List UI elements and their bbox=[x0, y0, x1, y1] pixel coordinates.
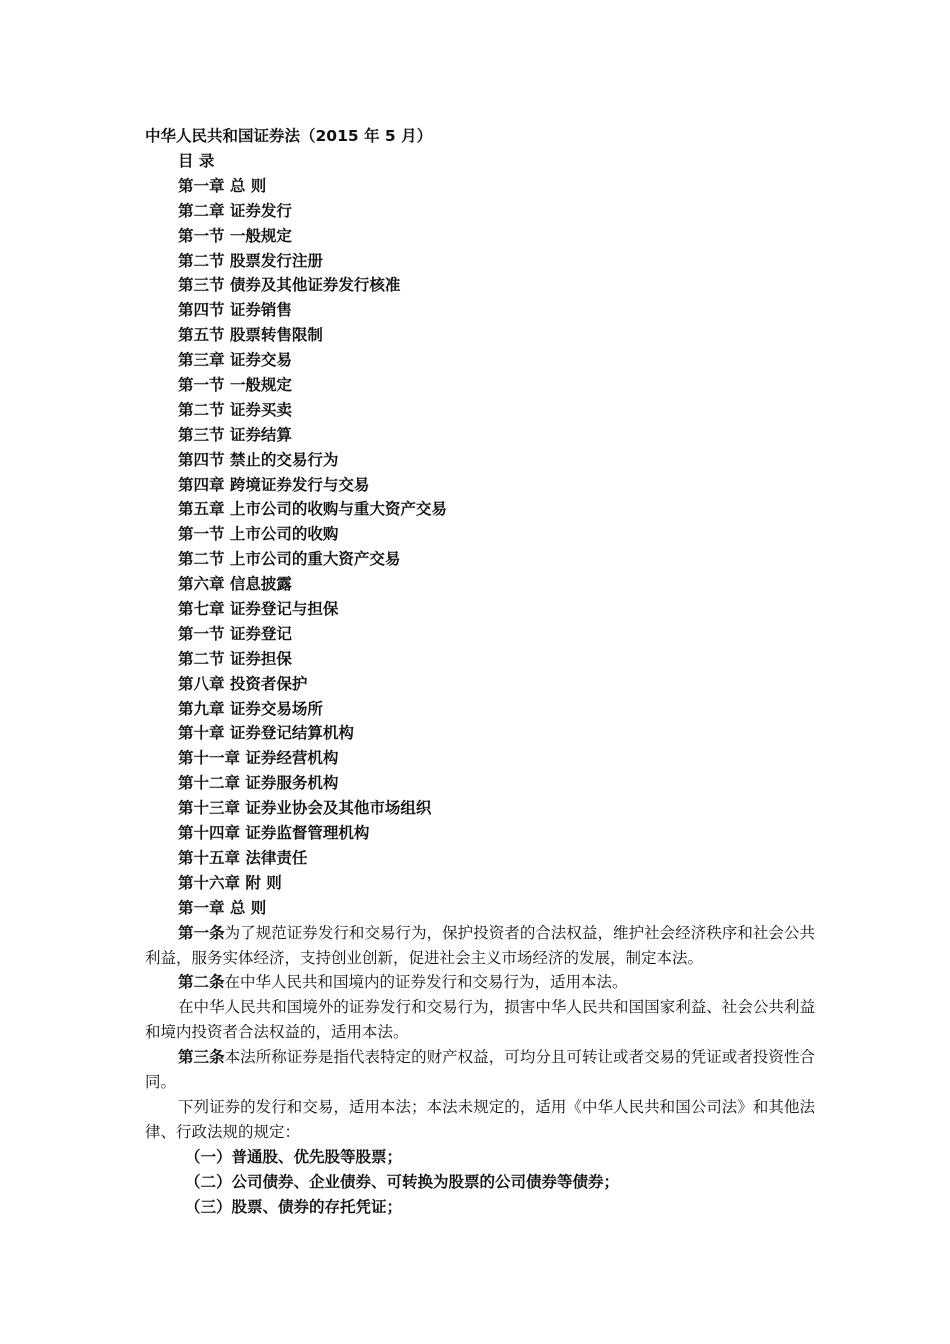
toc-entry: 第十三章 证券业协会及其他市场组织 bbox=[178, 799, 432, 818]
toc-entry: 第八章 投资者保护 bbox=[178, 674, 308, 693]
toc-entry: 第一节 上市公司的收购 bbox=[178, 525, 339, 544]
toc-entry: 第五节 股票转售限制 bbox=[178, 326, 323, 345]
list-item: （二）公司债券、企业债券、可转换为股票的公司债券等债券； bbox=[185, 1172, 620, 1191]
article-paragraph bbox=[145, 970, 815, 995]
article-number: 第一条 bbox=[178, 923, 225, 942]
document-page bbox=[145, 124, 815, 1219]
body-text bbox=[145, 921, 815, 1145]
toc-entry: 第六章 信息披露 bbox=[178, 575, 292, 594]
toc-entry: 第一节 一般规定 bbox=[178, 376, 292, 395]
toc-entry: 第三节 债券及其他证券发行核准 bbox=[178, 276, 401, 295]
security-type-list bbox=[145, 1145, 815, 1220]
toc-entry: 第一章 总 则 bbox=[178, 176, 267, 195]
toc-entry: 第一节 证券登记 bbox=[178, 624, 292, 643]
article-text: 为了规范证券发行和交易行为，保护投资者的合法权益，维护社会经济秩序和社会公共利益，服务实体经济，支持创业创新，促进社会主义市场经济的发展，制定本法。 bbox=[145, 923, 815, 967]
toc-entry: 第二节 证券担保 bbox=[178, 649, 292, 668]
toc-entry: 第十五章 法律责任 bbox=[178, 848, 308, 867]
article-text: 下列证券的发行和交易，适用本法；本法未规定的，适用《中华人民共和国公司法》和其他法律、行政法规的规定： bbox=[145, 1097, 815, 1141]
toc-entry: 第十六章 附 则 bbox=[178, 873, 282, 892]
toc-entry: 第二章 证券发行 bbox=[178, 201, 292, 220]
chapter-heading: 第一章 总 则 bbox=[178, 898, 267, 917]
article-number: 第三条 bbox=[178, 1048, 225, 1067]
article-text: 在中华人民共和国境内的证券发行和交易行为，适用本法。 bbox=[224, 973, 628, 992]
toc-entry: 第十四章 证券监督管理机构 bbox=[178, 824, 370, 843]
article-paragraph bbox=[145, 1045, 815, 1095]
toc-heading: 目 录 bbox=[178, 152, 215, 170]
article-paragraph bbox=[145, 995, 815, 1045]
toc-entry: 第十二章 证券服务机构 bbox=[178, 774, 339, 793]
toc-entry: 第二节 股票发行注册 bbox=[178, 251, 323, 270]
toc-entry: 第七章 证券登记与担保 bbox=[178, 600, 339, 619]
toc-entry: 第四节 证券销售 bbox=[178, 301, 292, 320]
list-item: （三）股票、债券的存托凭证； bbox=[185, 1197, 403, 1216]
toc-entry: 第四章 跨境证券发行与交易 bbox=[178, 475, 370, 494]
article-text: 在中华人民共和国境外的证券发行和交易行为，损害中华人民共和国国家利益、社会公共利益和境内投资者合法权益的，适用本法。 bbox=[145, 998, 815, 1042]
list-item: （一）普通股、优先股等股票； bbox=[185, 1147, 403, 1166]
document-title: 中华人民共和国证券法（2015 年 5 月） bbox=[145, 127, 433, 145]
toc-entry: 第一节 一般规定 bbox=[178, 226, 292, 245]
toc-entry: 第十一章 证券经营机构 bbox=[178, 749, 339, 768]
toc-entry: 第三章 证券交易 bbox=[178, 351, 292, 370]
toc-entry: 第三节 证券结算 bbox=[178, 425, 292, 444]
article-text: 本法所称证券是指代表特定的财产权益，可均分且可转让或者交易的凭证或者投资性合同。 bbox=[145, 1048, 815, 1092]
toc-entry: 第十章 证券登记结算机构 bbox=[178, 724, 354, 743]
article-number: 第二条 bbox=[178, 973, 225, 992]
toc-entry: 第二节 上市公司的重大资产交易 bbox=[178, 550, 401, 569]
toc-entry: 第二节 证券买卖 bbox=[178, 400, 292, 419]
toc-entry: 第五章 上市公司的收购与重大资产交易 bbox=[178, 500, 447, 519]
toc-entry: 第九章 证券交易场所 bbox=[178, 699, 323, 718]
article-paragraph bbox=[145, 1095, 815, 1145]
table-of-contents bbox=[145, 149, 815, 921]
article-paragraph bbox=[145, 921, 815, 971]
toc-entry: 第四节 禁止的交易行为 bbox=[178, 450, 339, 469]
